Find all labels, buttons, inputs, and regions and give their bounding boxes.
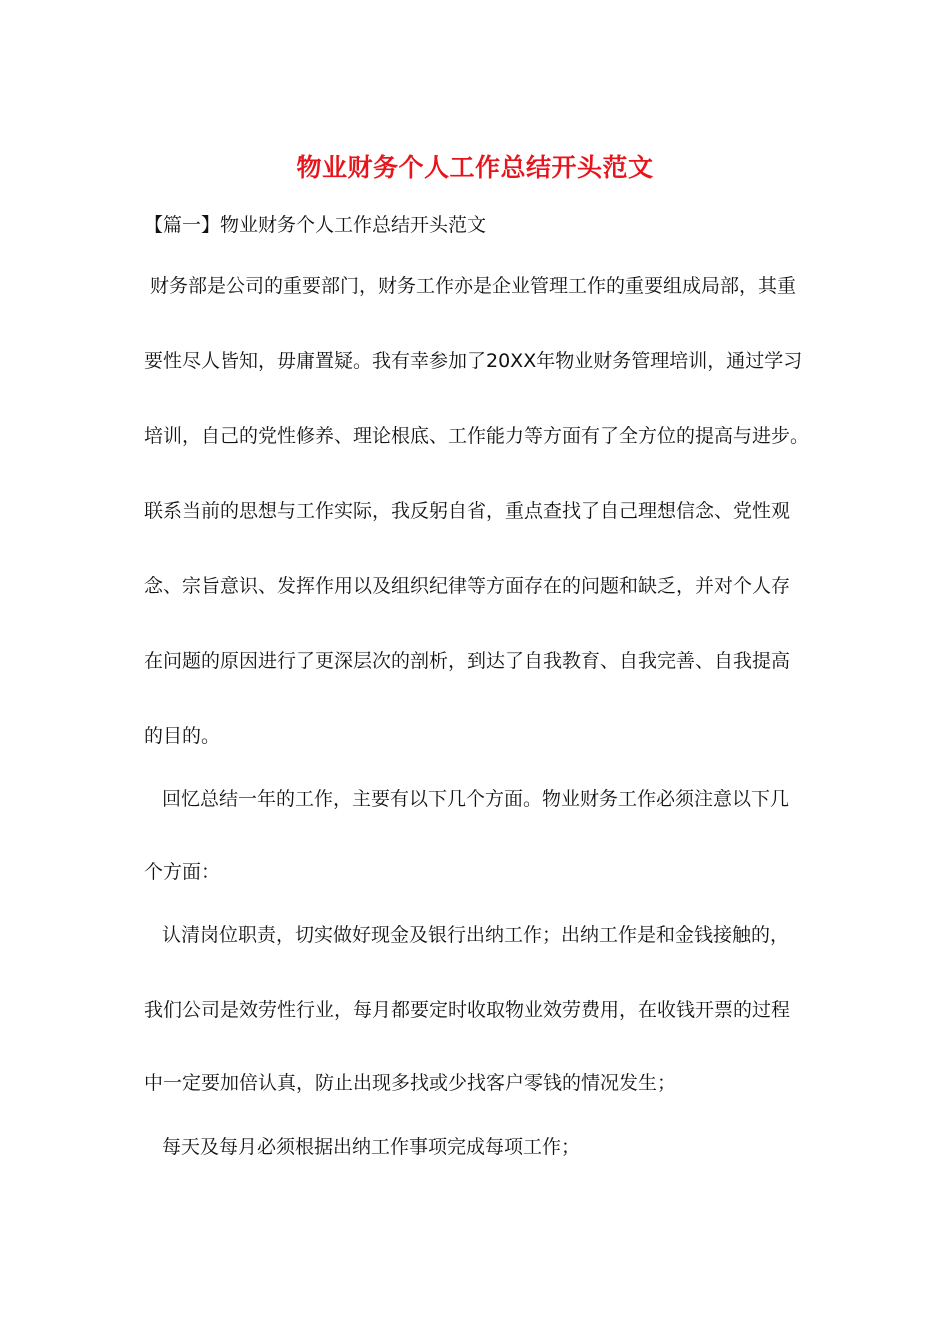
paragraph-line: 联系当前的思想与工作实际，我反躬自省，重点查找了自己理想信念、党性观 xyxy=(144,500,791,522)
paragraph-line: 培训，自己的党性修养、理论根底、工作能力等方面有了全方位的提高与进步。 xyxy=(144,425,810,447)
paragraph-line: 每天及每月必须根据出纳工作事项完成每项工作； xyxy=(162,1136,581,1158)
paragraph-line: 念、宗旨意识、发挥作用以及组织纪律等方面存在的问题和缺乏，并对个人存 xyxy=(144,575,791,597)
section-heading: 【篇一】物业财务个人工作总结开头范文 xyxy=(144,214,487,236)
document-title: 物业财务个人工作总结开头范文 xyxy=(296,153,654,182)
paragraph-line: 认清岗位职责，切实做好现金及银行出纳工作；出纳工作是和金钱接触的， xyxy=(162,924,790,946)
paragraph-line: 中一定要加倍认真，防止出现多找或少找客户零钱的情况发生； xyxy=(144,1072,677,1094)
paragraph-line: 我们公司是效劳性行业，每月都要定时收取物业效劳费用，在收钱开票的过程 xyxy=(144,999,791,1021)
paragraph-line: 财务部是公司的重要部门，财务工作亦是企业管理工作的重要组成局部，其重 xyxy=(150,275,797,297)
paragraph-line: 个方面： xyxy=(144,861,221,883)
paragraph-line: 在问题的原因进行了更深层次的剖析，到达了自我教育、自我完善、自我提高 xyxy=(144,650,791,672)
paragraph-line: 的目的。 xyxy=(144,725,221,747)
paragraph-line: 要性尽人皆知，毋庸置疑。我有幸参加了20XX年物业财务管理培训，通过学习 xyxy=(144,350,803,372)
paragraph-line: 回忆总结一年的工作，主要有以下几个方面。物业财务工作必须注意以下几 xyxy=(162,788,790,810)
